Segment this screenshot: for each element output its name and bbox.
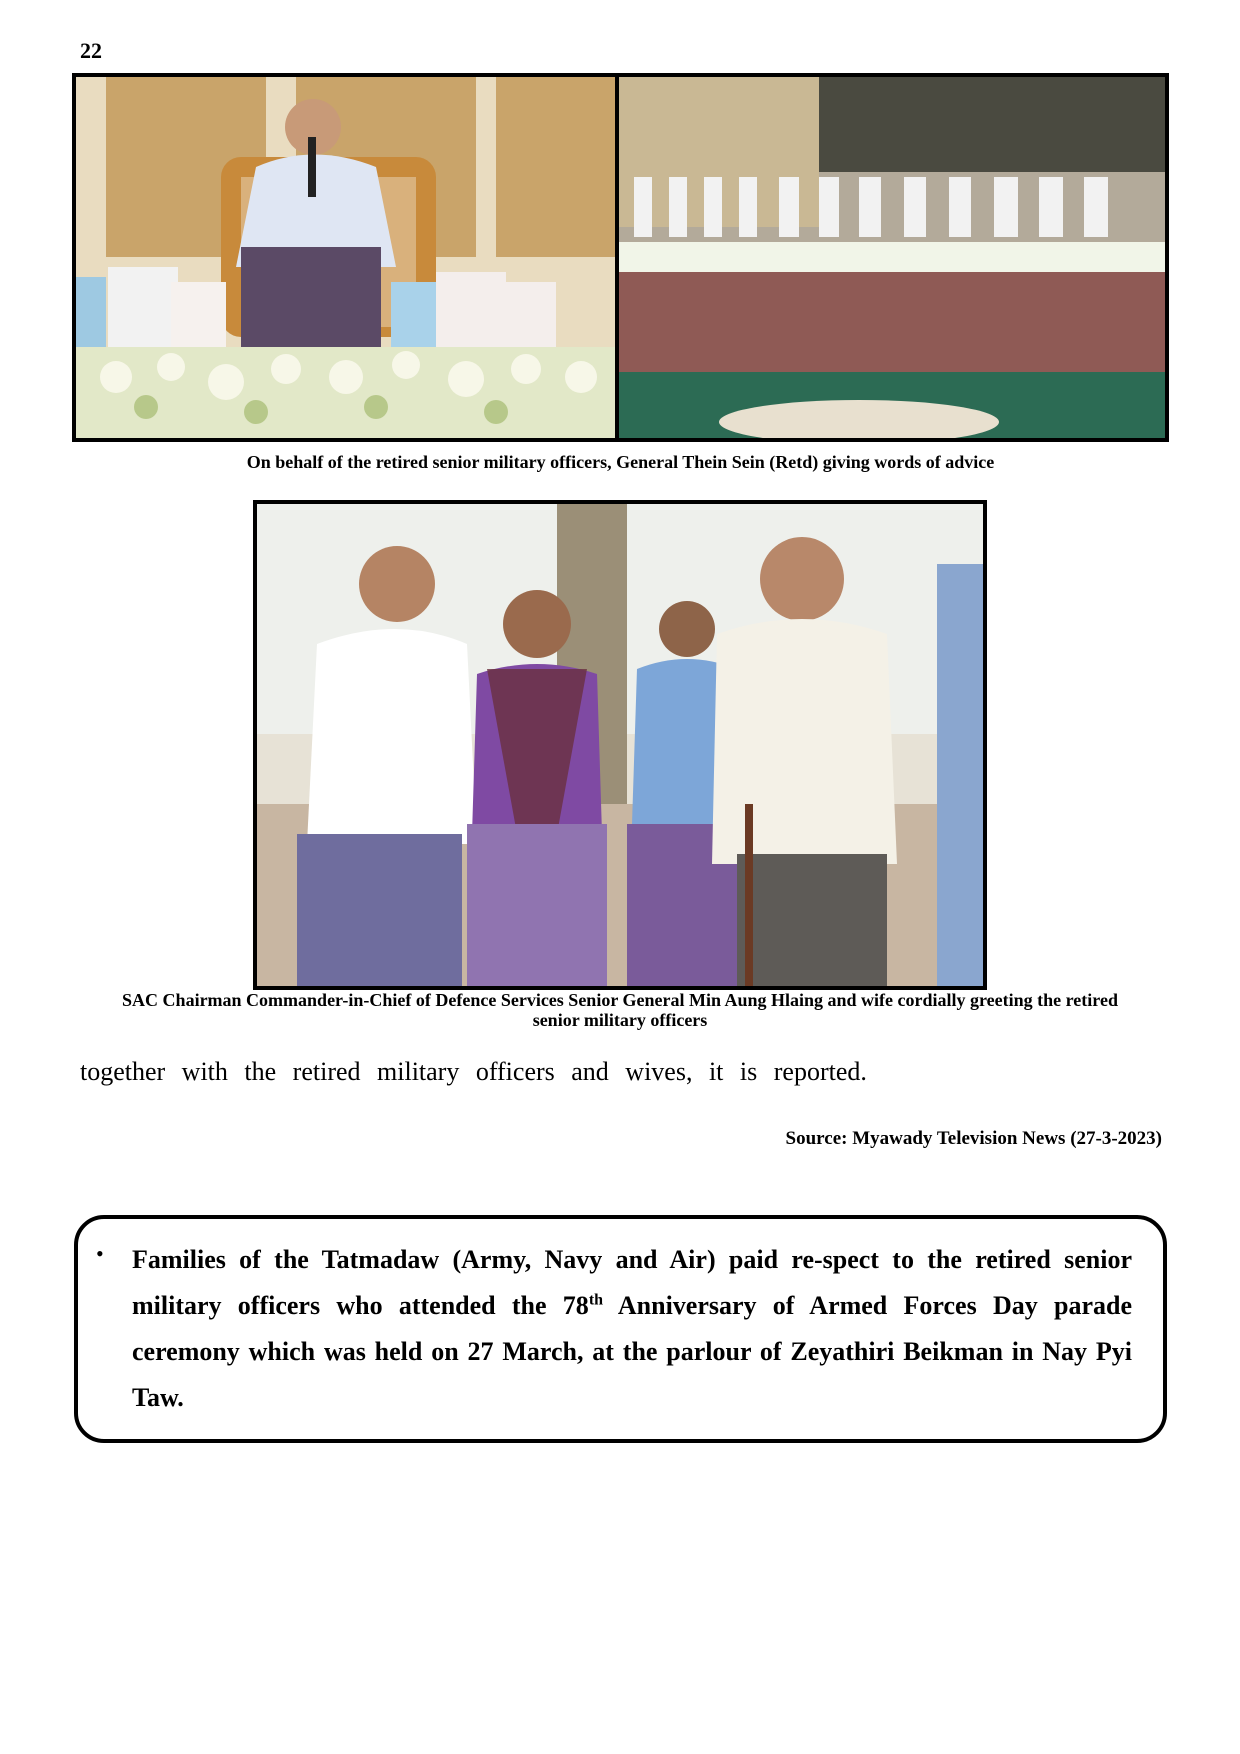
notice-box — [74, 1215, 1167, 1443]
notice-text — [132, 1237, 1132, 1421]
seated-officers-scene — [619, 77, 1165, 438]
bullet-icon: • — [96, 1241, 104, 1266]
photo-speaker-with-microphone — [76, 77, 619, 438]
top-photo-caption: On behalf of the retired senior military officers, General Thein Sein (Retd) giving words of advice — [246, 452, 995, 472]
middle-photo-caption: SAC Chairman Commander-in-Chief of Defence Services Senior General Min Aung Hlaing and wife cordially greeting the retired senior military officers — [122, 990, 1118, 1030]
article-body-text: together with the retired military officers and wives, it is reported. — [80, 1057, 867, 1086]
notice-text-part2: Anniversary of Armed Forces Day parade ceremony which was held on 27 March, at the parlour of Zeyathiri Beikman in Nay Pyi Taw. — [132, 1291, 1132, 1412]
notice-text-part1: Families of the Tatmadaw (Army, Navy and Air) paid re-spect to the retired senior military officers who attended the 78 — [132, 1245, 1132, 1320]
notice-superscript: th — [588, 1291, 604, 1309]
page-number: 22 — [80, 38, 102, 63]
top-photo-panel — [72, 73, 1169, 442]
photo-greeting-officers — [253, 500, 987, 990]
greeting-scene — [257, 504, 983, 986]
speaker-scene — [76, 77, 615, 438]
photo-seated-officers-row — [619, 77, 1165, 438]
source-credit: Source: Myawady Television News (27-3-2023) — [785, 1128, 1162, 1149]
